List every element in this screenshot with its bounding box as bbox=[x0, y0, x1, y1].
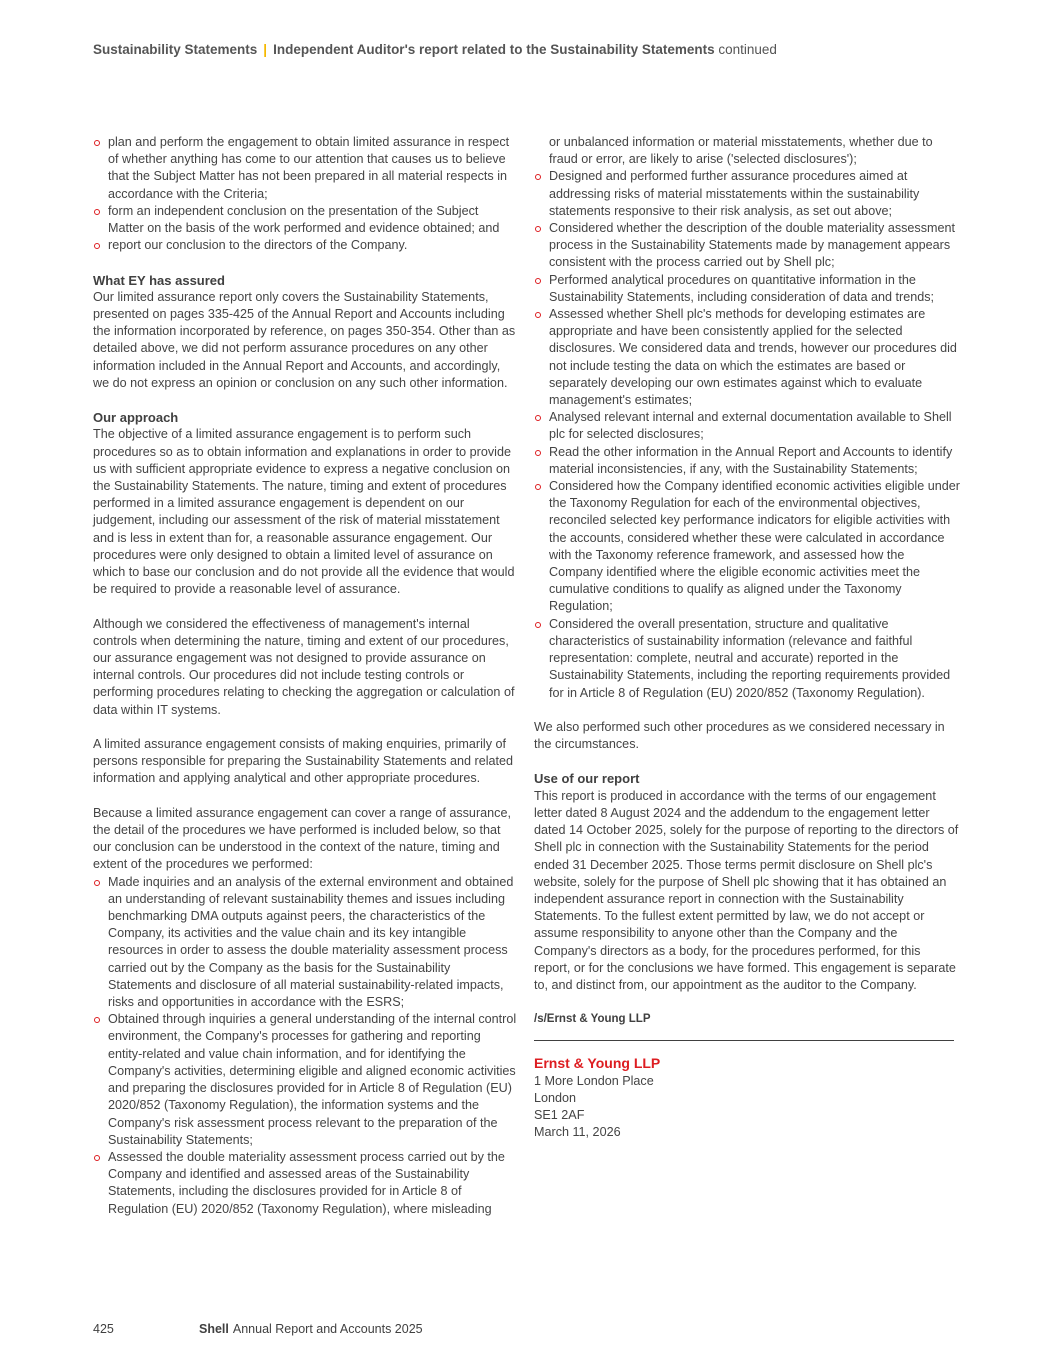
firm-name: Ernst & Young LLP bbox=[534, 1055, 661, 1072]
list-item: Designed and performed further assurance procedures aimed at addressing risks of material misstatements within the sustainability statements responsive to their risk analysis, as set out above; bbox=[534, 168, 960, 220]
signature-line: /s/Ernst & Young LLP bbox=[534, 1013, 651, 1026]
address-line-2: London bbox=[534, 1090, 577, 1105]
list-item: Performed analytical procedures on quantitative information in the Sustainability Statements, including consideration of data and trends; bbox=[534, 272, 960, 306]
intro-bullet-list bbox=[93, 134, 517, 254]
bullet-continuation: or unbalanced information or material misstatements, whether due to fraud or error, are likely to arise ('selected disclosures'); bbox=[549, 135, 933, 167]
page-footer bbox=[93, 1322, 423, 1336]
address-line-1: 1 More London Place bbox=[534, 1073, 654, 1088]
section-heading-use-of-report: Use of our report bbox=[534, 771, 640, 787]
list-item: Considered the overall presentation, structure and qualitative characteristics of sustainability information (relevance and faithful representation: complete, neutral and accurate) reported in the Sustainability Statements, including the reporting requirements provided for in Article 8 of Regulation (EU) 2020/852 (Taxonomy Regulation). bbox=[534, 616, 960, 702]
section-heading-what-ey-assured: What EY has assured bbox=[93, 272, 225, 288]
right-column bbox=[534, 134, 960, 1141]
page-number: 425 bbox=[93, 1322, 114, 1336]
list-item: plan and perform the engagement to obtain limited assurance in respect of whether anything has come to our attention that causes us to believe that the Subject Matter has not been prepared in all material respects in accordance with the Criteria; bbox=[93, 134, 517, 203]
approach-paragraph-3: A limited assurance engagement consists of making enquiries, primarily of persons responsible for preparing the Sustainability Statements and related information and applying analytical and other appropriate procedures. bbox=[93, 737, 514, 786]
signature-divider bbox=[534, 1040, 954, 1041]
list-item: Made inquiries and an analysis of the external environment and obtained an understanding of relevant sustainability themes and issues including benchmarking DMA outputs against peers, the characteristics of the Company, its activities and the value chain and its key intangible resources in order to assess the double materiality assessment process carried out by the Company as the basis for the Sustainability Statements and disclosure of all material sustainability-related impacts, risks and opportunities in accordance with the ESRS; bbox=[93, 874, 517, 1012]
other-procedures-paragraph: We also performed such other procedures as we considered necessary in the circumstances. bbox=[534, 719, 945, 752]
report-date: March 11, 2026 bbox=[534, 1125, 621, 1140]
page-header bbox=[93, 42, 777, 57]
list-item: Assessed whether Shell plc's methods for developing estimates are appropriate and have been consistently applied for the selected disclosures. We considered data and trends, however our procedures did not include testing the data on which the estimates are based or separately developing our own estimates against which to evaluate management's estimates; bbox=[534, 306, 960, 409]
list-item: Assessed the double materiality assessment process carried out by the Company and identified and assessed areas of the Sustainability Statements, including the disclosures provided for in Article 8 of Regulation (EU) 2020/852 (Taxonomy Regulation), where misleading bbox=[93, 1149, 517, 1218]
footer-publication: Annual Report and Accounts 2025 bbox=[232, 1322, 423, 1336]
header-section: Sustainability Statements bbox=[93, 42, 258, 57]
list-item: form an independent conclusion on the presentation of the Subject Matter on the basis of the work performed and evidence obtained; and bbox=[93, 203, 517, 237]
address-line-3: SE1 2AF bbox=[534, 1107, 585, 1122]
approach-paragraph-2: Although we considered the effectiveness of management's internal controls when determining the nature, timing and extent of our procedures, our assurance engagement was not designed to provide assurance on internal controls. Our procedures did not include testing controls or performing procedures relating to checking the aggregation or calculation of data within IT systems. bbox=[93, 616, 515, 717]
list-item: Obtained through inquiries a general understanding of the internal control environment, the Company's processes for gathering and reporting entity-related and value chain information, and for identifying the Company's activities, determining eligible and aligned economic activities and preparing the disclosures provided for in Article 8 of Regulation (EU) 2020/852 (Taxonomy Regulation), the information systems and the Company's risk assessment process relevant to the preparation of the Sustainability Statements; bbox=[93, 1011, 517, 1149]
left-column bbox=[93, 134, 517, 1218]
section-heading-our-approach: Our approach bbox=[93, 410, 179, 426]
list-item: Analysed relevant internal and external documentation available to Shell plc for selected disclosures; bbox=[534, 409, 960, 443]
header-separator: | bbox=[263, 42, 268, 57]
procedure-bullet-list-left bbox=[93, 874, 517, 1218]
approach-paragraph-4: Because a limited assurance engagement can cover a range of assurance, the detail of the procedures we have performed is included below, so that our conclusion can be understood in the context of the nature, timing and extent of the procedures we performed: bbox=[93, 805, 511, 872]
header-title: Independent Auditor's report related to the Sustainability Statements bbox=[273, 42, 715, 57]
use-of-report-paragraph: This report is produced in accordance with the terms of our engagement letter dated 8 August 2024 and the addendum to the engagement letter dated 14 October 2025, solely for the purpose of reporting to the directors of Shell plc in connection with the Sustainability Statements for the period ended 31 December 2025. Those terms permit disclosure on Shell plc's website, solely for the purpose of Shell plc showing that it has obtained an independent assurance report in connection with the Sustainability Statements. To the fullest extent permitted by law, we do not accept or assume responsibility to anyone other than the Company and the Company's directors as a body, for the procedures performed, for this report, or for the conclusions we have formed. This engagement is separate to, and distinct from, our appointment as the auditor to the Company. bbox=[534, 788, 959, 992]
list-item: Read the other information in the Annual Report and Accounts to identify material inconsistencies, if any, with the Sustainability Statements; bbox=[534, 444, 960, 478]
footer-brand: Shell bbox=[199, 1322, 229, 1336]
header-continued: continued bbox=[718, 42, 777, 57]
procedure-bullet-list-right bbox=[534, 168, 960, 701]
list-item: Considered whether the description of the double materiality assessment process in the Sustainability Statements made by management appears consistent with the process carried out by Shell plc; bbox=[534, 220, 960, 272]
list-item: report our conclusion to the directors of the Company. bbox=[93, 237, 517, 254]
list-item: Considered how the Company identified economic activities eligible under the Taxonomy Regulation for each of the environmental objectives, reconciled selected key performance indicators for eligible activities with the accounts, considered whether these were calculated in accordance with the Taxonomy reference framework, and assessed how the Company identified where the eligible economic activities meet the cumulative conditions to qualify as aligned under the Taxonomy Regulation; bbox=[534, 478, 960, 616]
approach-paragraph-1: The objective of a limited assurance engagement is to perform such procedures so as to obtain information and explanations in order to provide us with sufficient appropriate evidence to express a negative conclusion on the Sustainability Statements. The nature, timing and extent of procedures performed in a limited assurance engagement is dependent on our judgement, including our assessment of the risk of material misstatement and is less in extent than for, a reasonable assurance engagement. Our procedures were only designed to obtain a limited level of assurance on which to base our conclusion and do not provide all the evidence that would be required to provide a reasonable level of assurance. bbox=[93, 427, 515, 597]
assured-paragraph: Our limited assurance report only covers the Sustainability Statements, presented on pages 335-425 of the Annual Report and Accounts including the information incorporated by reference, on pages 350-354. Other than as detailed above, we did not perform assurance procedures on any other information included in the Annual Report and Accounts, and accordingly, we do not express an opinion or conclusion on any such other information. bbox=[93, 289, 516, 390]
